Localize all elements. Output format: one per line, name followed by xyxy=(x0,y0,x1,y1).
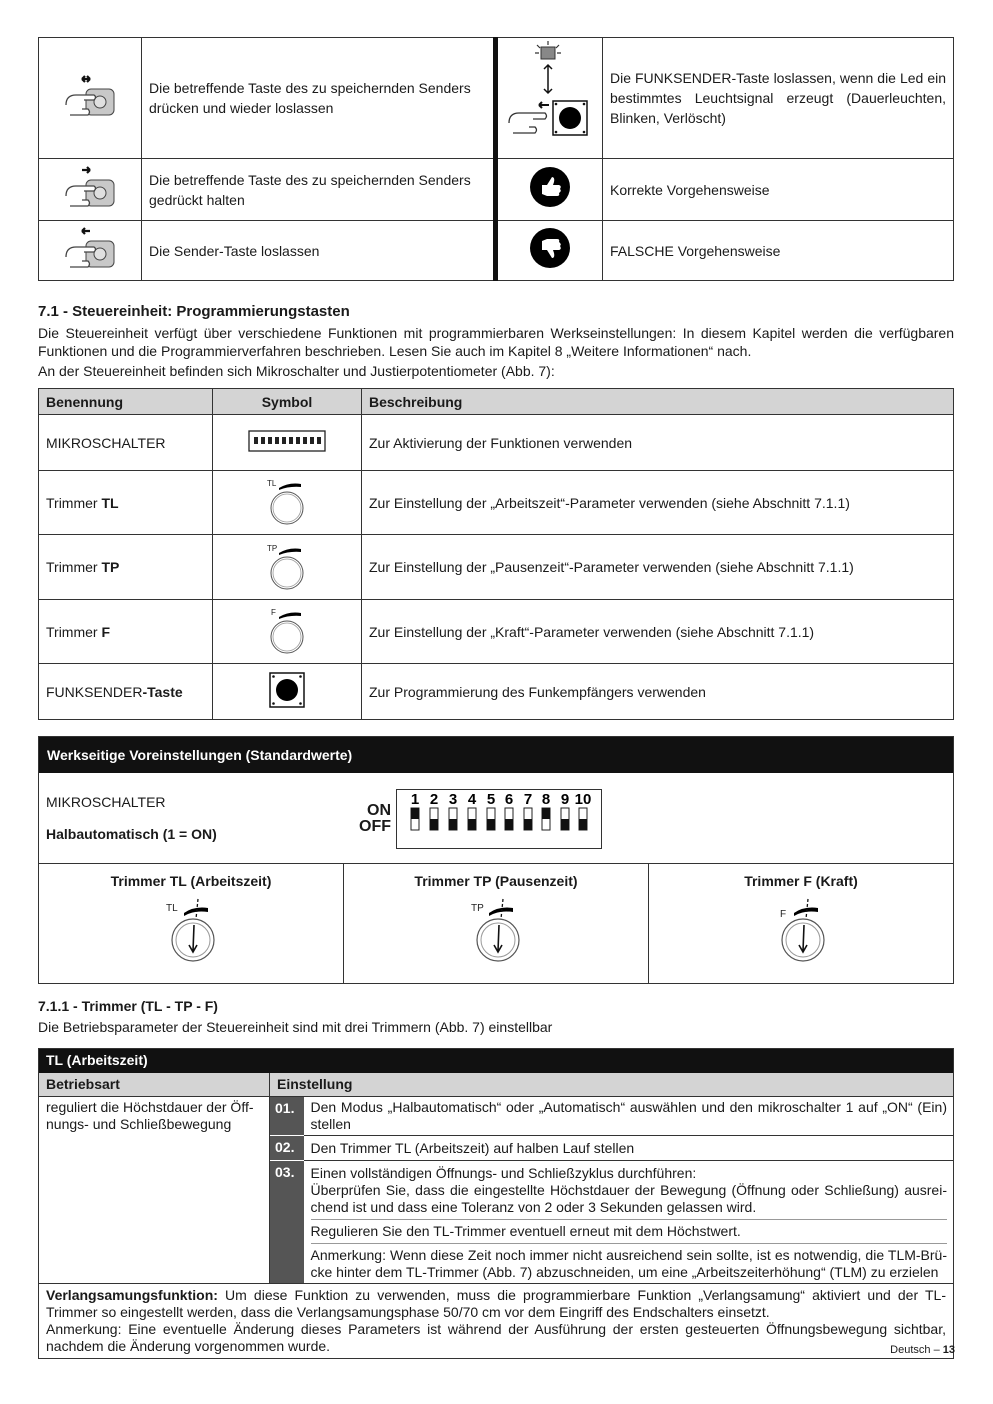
thumbs-up-icon xyxy=(528,165,572,209)
dip-switch-knob xyxy=(542,808,550,819)
trimmer-dial-icon xyxy=(766,893,836,965)
legend-icon-cell xyxy=(496,159,603,221)
footer-language: Deutsch – xyxy=(890,1344,943,1356)
step-number: 01. xyxy=(270,1097,304,1136)
dip-switch-knob xyxy=(468,819,476,830)
legend-text-6: FALSCHE Vorgehensweise xyxy=(603,221,954,281)
table-row xyxy=(39,535,954,600)
legend-text-5: Die Sender-Taste loslassen xyxy=(142,221,496,281)
dip-switch-settings xyxy=(397,790,601,848)
step-line: Regulieren Sie den TL-Trimmer eventuell erneut mit dem Höchstwert. xyxy=(311,1220,948,1244)
trimmer-symbol-cell xyxy=(213,471,362,535)
legend-table xyxy=(38,37,954,281)
section-711-para: Die Betriebsparameter der Steuereinheit sind mit drei Trimmern (Abb. 7) einstellbar xyxy=(38,1019,553,1035)
step-text-group xyxy=(304,1161,954,1284)
row-name: Trimmer F xyxy=(39,600,213,664)
defaults-title: Werkseitige Voreinstellungen (Standardwerte) xyxy=(39,737,953,773)
trimmer-dial-icon xyxy=(461,893,531,965)
row-name: FUNKSENDER-Taste xyxy=(39,664,213,720)
dip-number: 6 xyxy=(504,791,514,808)
trimmer-default-title: Trimmer F (Kraft) xyxy=(744,873,858,889)
press-hold-button-icon xyxy=(60,162,120,212)
col-header-setting: Einstellung xyxy=(270,1073,954,1097)
slow-function-title: Verlangsamungsfunktion: xyxy=(46,1287,218,1303)
section-711-title: 7.1.1 - Trimmer (TL - TP - F) xyxy=(38,998,218,1014)
trimmer-dial-icon xyxy=(156,893,226,965)
legend-text-4: Korrekte Vorgehensweise xyxy=(603,159,954,221)
radio-button-symbol-cell xyxy=(213,664,362,720)
row-description: Zur Einstellung der „Kraft“-Parameter verwenden (siehe Abschnitt 7.1.1) xyxy=(362,600,954,664)
col-header-description: Beschreibung xyxy=(362,389,954,415)
trimmer-label: TP xyxy=(267,543,278,553)
off-label: OFF xyxy=(359,818,391,835)
dip-switch-symbol-cell xyxy=(213,415,362,471)
symbol-table xyxy=(38,388,954,720)
mode-text: reguliert die Höchstdauer der Öff-nungs- und Schließbewegung xyxy=(39,1097,270,1284)
row-description: Zur Einstellung der „Arbeitszeit“-Parameter verwenden (siehe Abschnitt 7.1.1) xyxy=(362,471,954,535)
trimmer-label: TL xyxy=(267,479,277,488)
legend-text-3: Die betreffende Taste des zu speichernden Senders gedrückt halten xyxy=(142,159,496,221)
section-71-para1: Die Steuereinheit verfügt über verschiedene Funktionen mit programmierbaren Werkseinstellungen: In diesem Kapitel werden die verfügbaren Funktionen und die Programmierverfahren beschrieben. Lesen Sie auch im Kapitel 8 „Weitere Informationen“ nach. xyxy=(38,325,954,359)
row-description: Zur Programmierung des Funkempfängers verwenden xyxy=(362,664,954,720)
page-number: 13 xyxy=(942,1344,955,1356)
led-signal-icon xyxy=(505,41,595,151)
slow-function-remark: Anmerkung: Eine eventuelle Änderung dieses Parameters ist während der Ausführung der ersten gesteuerten Öffnungsbewegung sichtbar, nachdem die Änderung vorgenommen wurde. xyxy=(46,1321,946,1354)
on-label: ON xyxy=(367,802,391,819)
trimmer-default-tl xyxy=(39,864,344,984)
slow-function-text: Um diese Funktion zu verwenden, muss die programmierbare Funktion „Verlangsamung“ aktiviert und der TL-Trimmer so eingestellt werden, dass die Verlangsamungsphase 50/70 cm vor dem Eingriff des Endschalters einsetzt. xyxy=(46,1287,946,1320)
table-row xyxy=(39,600,954,664)
row-description: Zur Aktivierung der Funktionen verwenden xyxy=(362,415,954,471)
dip-switch-knob xyxy=(430,819,438,830)
trimmer-symbol-cell xyxy=(213,535,362,600)
row-name: Trimmer TP xyxy=(39,535,213,600)
dip-switch-diagram xyxy=(396,789,602,849)
step-number: 03. xyxy=(270,1161,304,1284)
dip-number: 5 xyxy=(486,791,496,808)
tl-table-title: TL (Arbeitszeit) xyxy=(39,1049,954,1073)
row-name: Trimmer TL xyxy=(39,471,213,535)
dip-number: 10 xyxy=(574,791,592,808)
dip-switch-icon xyxy=(248,430,326,452)
page-footer xyxy=(890,1344,955,1356)
col-header-mode: Betriebsart xyxy=(39,1073,270,1097)
step-line: Anmerkung: Wenn diese Zeit noch immer nicht ausreichend sein sollte, ist es notwendig, die TLM-Brü-cke hinter dem TL-Trimmer (Abb. 7) abzuschneiden, um eine „Arbeitszeiterhöhung“ (TLM) zu erzielen xyxy=(310,1247,947,1280)
defaults-dip-label: MIKROSCHALTER xyxy=(46,794,166,810)
col-header-symbol: Symbol xyxy=(213,389,362,415)
dip-switch-knob xyxy=(487,819,495,830)
trimmer-default-tp xyxy=(344,864,649,984)
radio-button-icon xyxy=(268,671,306,709)
dip-number: 4 xyxy=(467,791,477,808)
trimmer-defaults-row xyxy=(39,863,953,984)
legend-icon-cell xyxy=(39,38,142,159)
dip-switch-knob xyxy=(449,819,457,830)
legend-icon-cell xyxy=(496,38,603,159)
trimmer-default-title: Trimmer TP (Pausenzeit) xyxy=(414,873,578,889)
dip-switch-knob xyxy=(524,819,532,830)
tl-table xyxy=(38,1048,954,1359)
release-button-icon xyxy=(60,223,120,273)
press-release-button-icon xyxy=(60,71,120,121)
row-name: MIKROSCHALTER xyxy=(39,415,213,471)
trimmer-icon xyxy=(257,539,317,593)
section-71-title: 7.1 - Steuereinheit: Programmierungstasten xyxy=(38,303,350,320)
legend-text-2: Die FUNKSENDER-Taste loslassen, wenn die Led ein bestimmtes Leuchtsignal erzeugt (Dauerleuchten, Blinken, Verlöscht) xyxy=(603,38,954,159)
legend-icon-cell xyxy=(496,221,603,281)
legend-icon-cell xyxy=(39,159,142,221)
table-row xyxy=(39,471,954,535)
trimmer-symbol-cell xyxy=(213,600,362,664)
dip-number: 3 xyxy=(448,791,458,808)
trimmer-icon xyxy=(257,474,317,528)
on-off-labels xyxy=(357,803,391,835)
dip-switch-knob xyxy=(411,808,419,819)
dip-switch-knob xyxy=(579,819,587,830)
trimmer-label: F xyxy=(271,608,276,617)
dip-number: 8 xyxy=(541,791,551,808)
row-description: Zur Einstellung der „Pausenzeit“-Parameter verwenden (siehe Abschnitt 7.1.1) xyxy=(362,535,954,600)
step-number: 02. xyxy=(270,1136,304,1161)
defaults-box xyxy=(38,736,954,984)
trimmer-dial-label: TL xyxy=(166,903,178,914)
step-line: Einen vollständigen Öffnungs- und Schließzyklus durchführen: Überprüfen Sie, dass die eingestellte Höchstdauer der Bewegung (Öffnung oder Schließung) ausrei-chend ist und dass eine Toleranz von 2 oder 3 Sekunden gelassen wird. xyxy=(311,1165,948,1220)
dip-switch-knob xyxy=(561,819,569,830)
table-row xyxy=(39,415,954,471)
slow-function-note xyxy=(39,1284,954,1359)
legend-icon-cell xyxy=(39,221,142,281)
dip-number: 7 xyxy=(523,791,533,808)
trimmer-icon xyxy=(257,603,317,657)
trimmer-default-f xyxy=(649,864,953,984)
step-text: Den Modus „Halbautomatisch“ oder „Automatisch“ auswählen und den mikroschalter 1 auf „ON“ (Ein) stellen xyxy=(304,1097,954,1136)
step-text: Den Trimmer TL (Arbeitszeit) auf halben Lauf stellen xyxy=(304,1136,954,1161)
dip-number: 9 xyxy=(560,791,570,808)
thumbs-down-icon xyxy=(528,226,572,270)
dip-number: 1 xyxy=(410,791,420,808)
table-row xyxy=(39,664,954,720)
dip-number: 2 xyxy=(429,791,439,808)
legend-text-1: Die betreffende Taste des zu speichernden Senders drücken und wieder loslassen xyxy=(142,38,496,159)
section-71-para2: An der Steuereinheit befinden sich Mikroschalter und Justierpotentiometer (Abb. 7): xyxy=(38,363,555,379)
defaults-mode-label: Halbautomatisch (1 = ON) xyxy=(46,826,217,842)
trimmer-default-title: Trimmer TL (Arbeitszeit) xyxy=(110,873,272,889)
trimmer-dial-label: TP xyxy=(471,903,484,914)
col-header-name: Benennung xyxy=(39,389,213,415)
trimmer-dial-label: F xyxy=(780,909,787,920)
dip-switch-knob xyxy=(505,819,513,830)
